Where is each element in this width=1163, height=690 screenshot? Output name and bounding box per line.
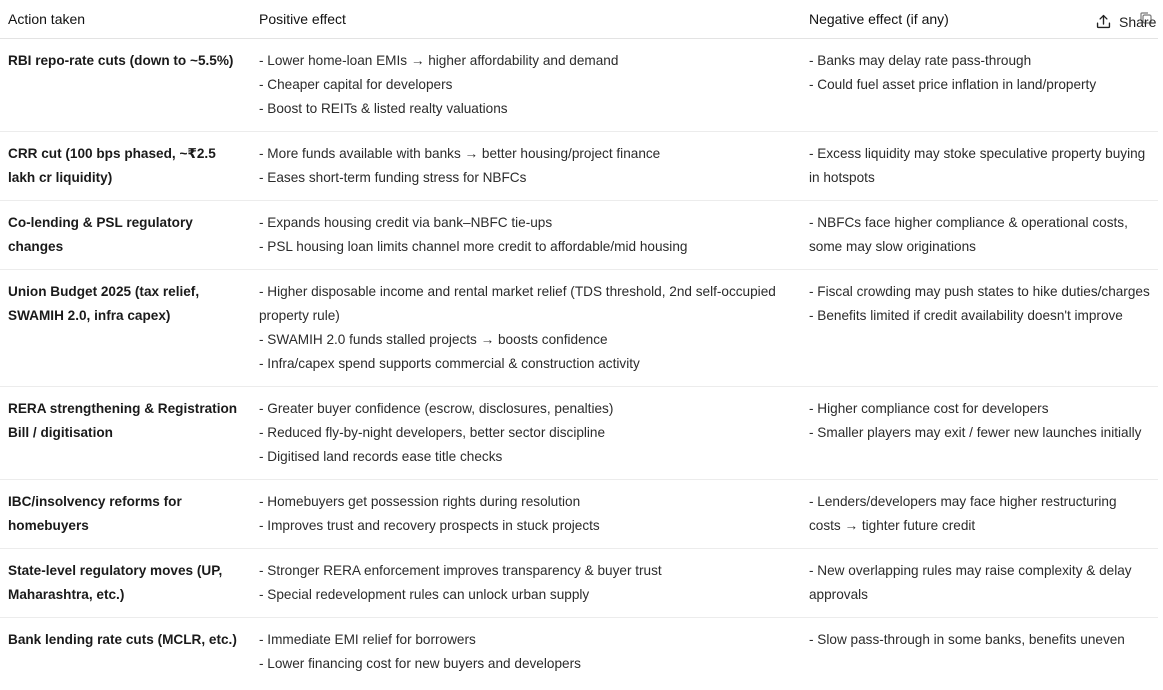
action-cell: Co-lending & PSL regulatory changes	[0, 201, 251, 270]
positive-effect-cell	[251, 618, 801, 687]
positive-effect-cell	[251, 480, 801, 549]
negative-effect-cell	[801, 270, 1158, 387]
negative-effect-item: - Smaller players may exit / fewer new launches initially	[809, 425, 1142, 440]
negative-effect-cell	[801, 387, 1158, 480]
copy-icon[interactable]	[1138, 10, 1154, 26]
positive-effect-item: - Digitised land records ease title checks	[259, 449, 503, 464]
table-row	[0, 387, 1158, 480]
negative-effect-cell	[801, 618, 1158, 687]
positive-effect-cell	[251, 549, 801, 618]
table-row	[0, 270, 1158, 387]
action-cell: RBI repo-rate cuts (down to ~5.5%)	[0, 39, 251, 132]
table-row	[0, 39, 1158, 132]
action-cell: CRR cut (100 bps phased, ~₹2.5 lakh cr liquidity)	[0, 132, 251, 201]
positive-effect-item: - PSL housing loan limits channel more credit to affordable/mid housing	[259, 239, 688, 254]
negative-effect-item: - NBFCs face higher compliance & operational costs, some may slow originations	[809, 215, 1128, 254]
action-cell: Union Budget 2025 (tax relief, SWAMIH 2.0, infra capex)	[0, 270, 251, 387]
positive-effect-cell	[251, 387, 801, 480]
positive-effect-item: - Eases short-term funding stress for NBFCs	[259, 170, 527, 185]
positive-effect-item: - Lower financing cost for new buyers and developers	[259, 656, 581, 671]
negative-effect-item: - Fiscal crowding may push states to hike duties/charges	[809, 284, 1150, 299]
negative-effect-item: - Slow pass-through in some banks, benefits uneven	[809, 632, 1125, 647]
negative-effect-item: - Excess liquidity may stoke speculative property buying in hotspots	[809, 146, 1146, 185]
negative-effect-item: - New overlapping rules may raise complexity & delay approvals	[809, 563, 1132, 602]
positive-effect-item: - Stronger RERA enforcement improves transparency & buyer trust	[259, 563, 662, 578]
positive-effect-item: - Reduced fly-by-night developers, better sector discipline	[259, 425, 606, 440]
header-positive: Positive effect	[251, 0, 801, 39]
positive-effect-item: - Lower home-loan EMIs → higher affordability and demand	[259, 53, 619, 68]
share-label: Share	[1119, 13, 1157, 30]
negative-effect-cell	[801, 549, 1158, 618]
table-row	[0, 132, 1158, 201]
positive-effect-item: - Immediate EMI relief for borrowers	[259, 632, 476, 647]
positive-effect-item: - Homebuyers get possession rights during resolution	[259, 494, 581, 509]
share-icon	[1095, 13, 1112, 30]
action-cell: State-level regulatory moves (UP, Maharashtra, etc.)	[0, 549, 251, 618]
negative-effect-cell	[801, 39, 1158, 132]
negative-effect-item: - Could fuel asset price inflation in land/property	[809, 77, 1097, 92]
positive-effect-item: - Improves trust and recovery prospects in stuck projects	[259, 518, 600, 533]
positive-effect-item: - Cheaper capital for developers	[259, 77, 453, 92]
negative-effect-cell	[801, 480, 1158, 549]
table-row	[0, 549, 1158, 618]
table-header-row	[0, 0, 1158, 39]
positive-effect-item: - Special redevelopment rules can unlock urban supply	[259, 587, 590, 602]
positive-effect-item: - More funds available with banks → better housing/project finance	[259, 146, 661, 161]
table-row	[0, 480, 1158, 549]
positive-effect-item: - Higher disposable income and rental market relief (TDS threshold, 2nd self-occupied property rule)	[259, 284, 776, 323]
table-row	[0, 201, 1158, 270]
positive-effect-cell	[251, 39, 801, 132]
negative-effect-item: - Benefits limited if credit availability doesn't improve	[809, 308, 1123, 323]
positive-effect-cell	[251, 270, 801, 387]
positive-effect-item: - Expands housing credit via bank–NBFC tie-ups	[259, 215, 553, 230]
positive-effect-item: - Infra/capex spend supports commercial & construction activity	[259, 356, 640, 371]
positive-effect-cell	[251, 201, 801, 270]
positive-effect-item: - Greater buyer confidence (escrow, disclosures, penalties)	[259, 401, 614, 416]
action-cell: IBC/insolvency reforms for homebuyers	[0, 480, 251, 549]
action-cell: RERA strengthening & Registration Bill / digitisation	[0, 387, 251, 480]
positive-effect-item: - SWAMIH 2.0 funds stalled projects → boosts confidence	[259, 332, 608, 347]
header-action: Action taken	[0, 0, 251, 39]
negative-effect-item: - Higher compliance cost for developers	[809, 401, 1049, 416]
negative-effect-cell	[801, 132, 1158, 201]
positive-effect-item: - Boost to REITs & listed realty valuations	[259, 101, 508, 116]
negative-effect-item: - Lenders/developers may face higher restructuring costs → tighter future credit	[809, 494, 1117, 533]
table-row	[0, 618, 1158, 687]
positive-effect-cell	[251, 132, 801, 201]
header-negative: Negative effect (if any)	[801, 0, 1158, 39]
table-body	[0, 39, 1158, 687]
negative-effect-item: - Banks may delay rate pass-through	[809, 53, 1032, 68]
action-cell: Bank lending rate cuts (MCLR, etc.)	[8, 632, 237, 647]
negative-effect-cell	[801, 201, 1158, 270]
